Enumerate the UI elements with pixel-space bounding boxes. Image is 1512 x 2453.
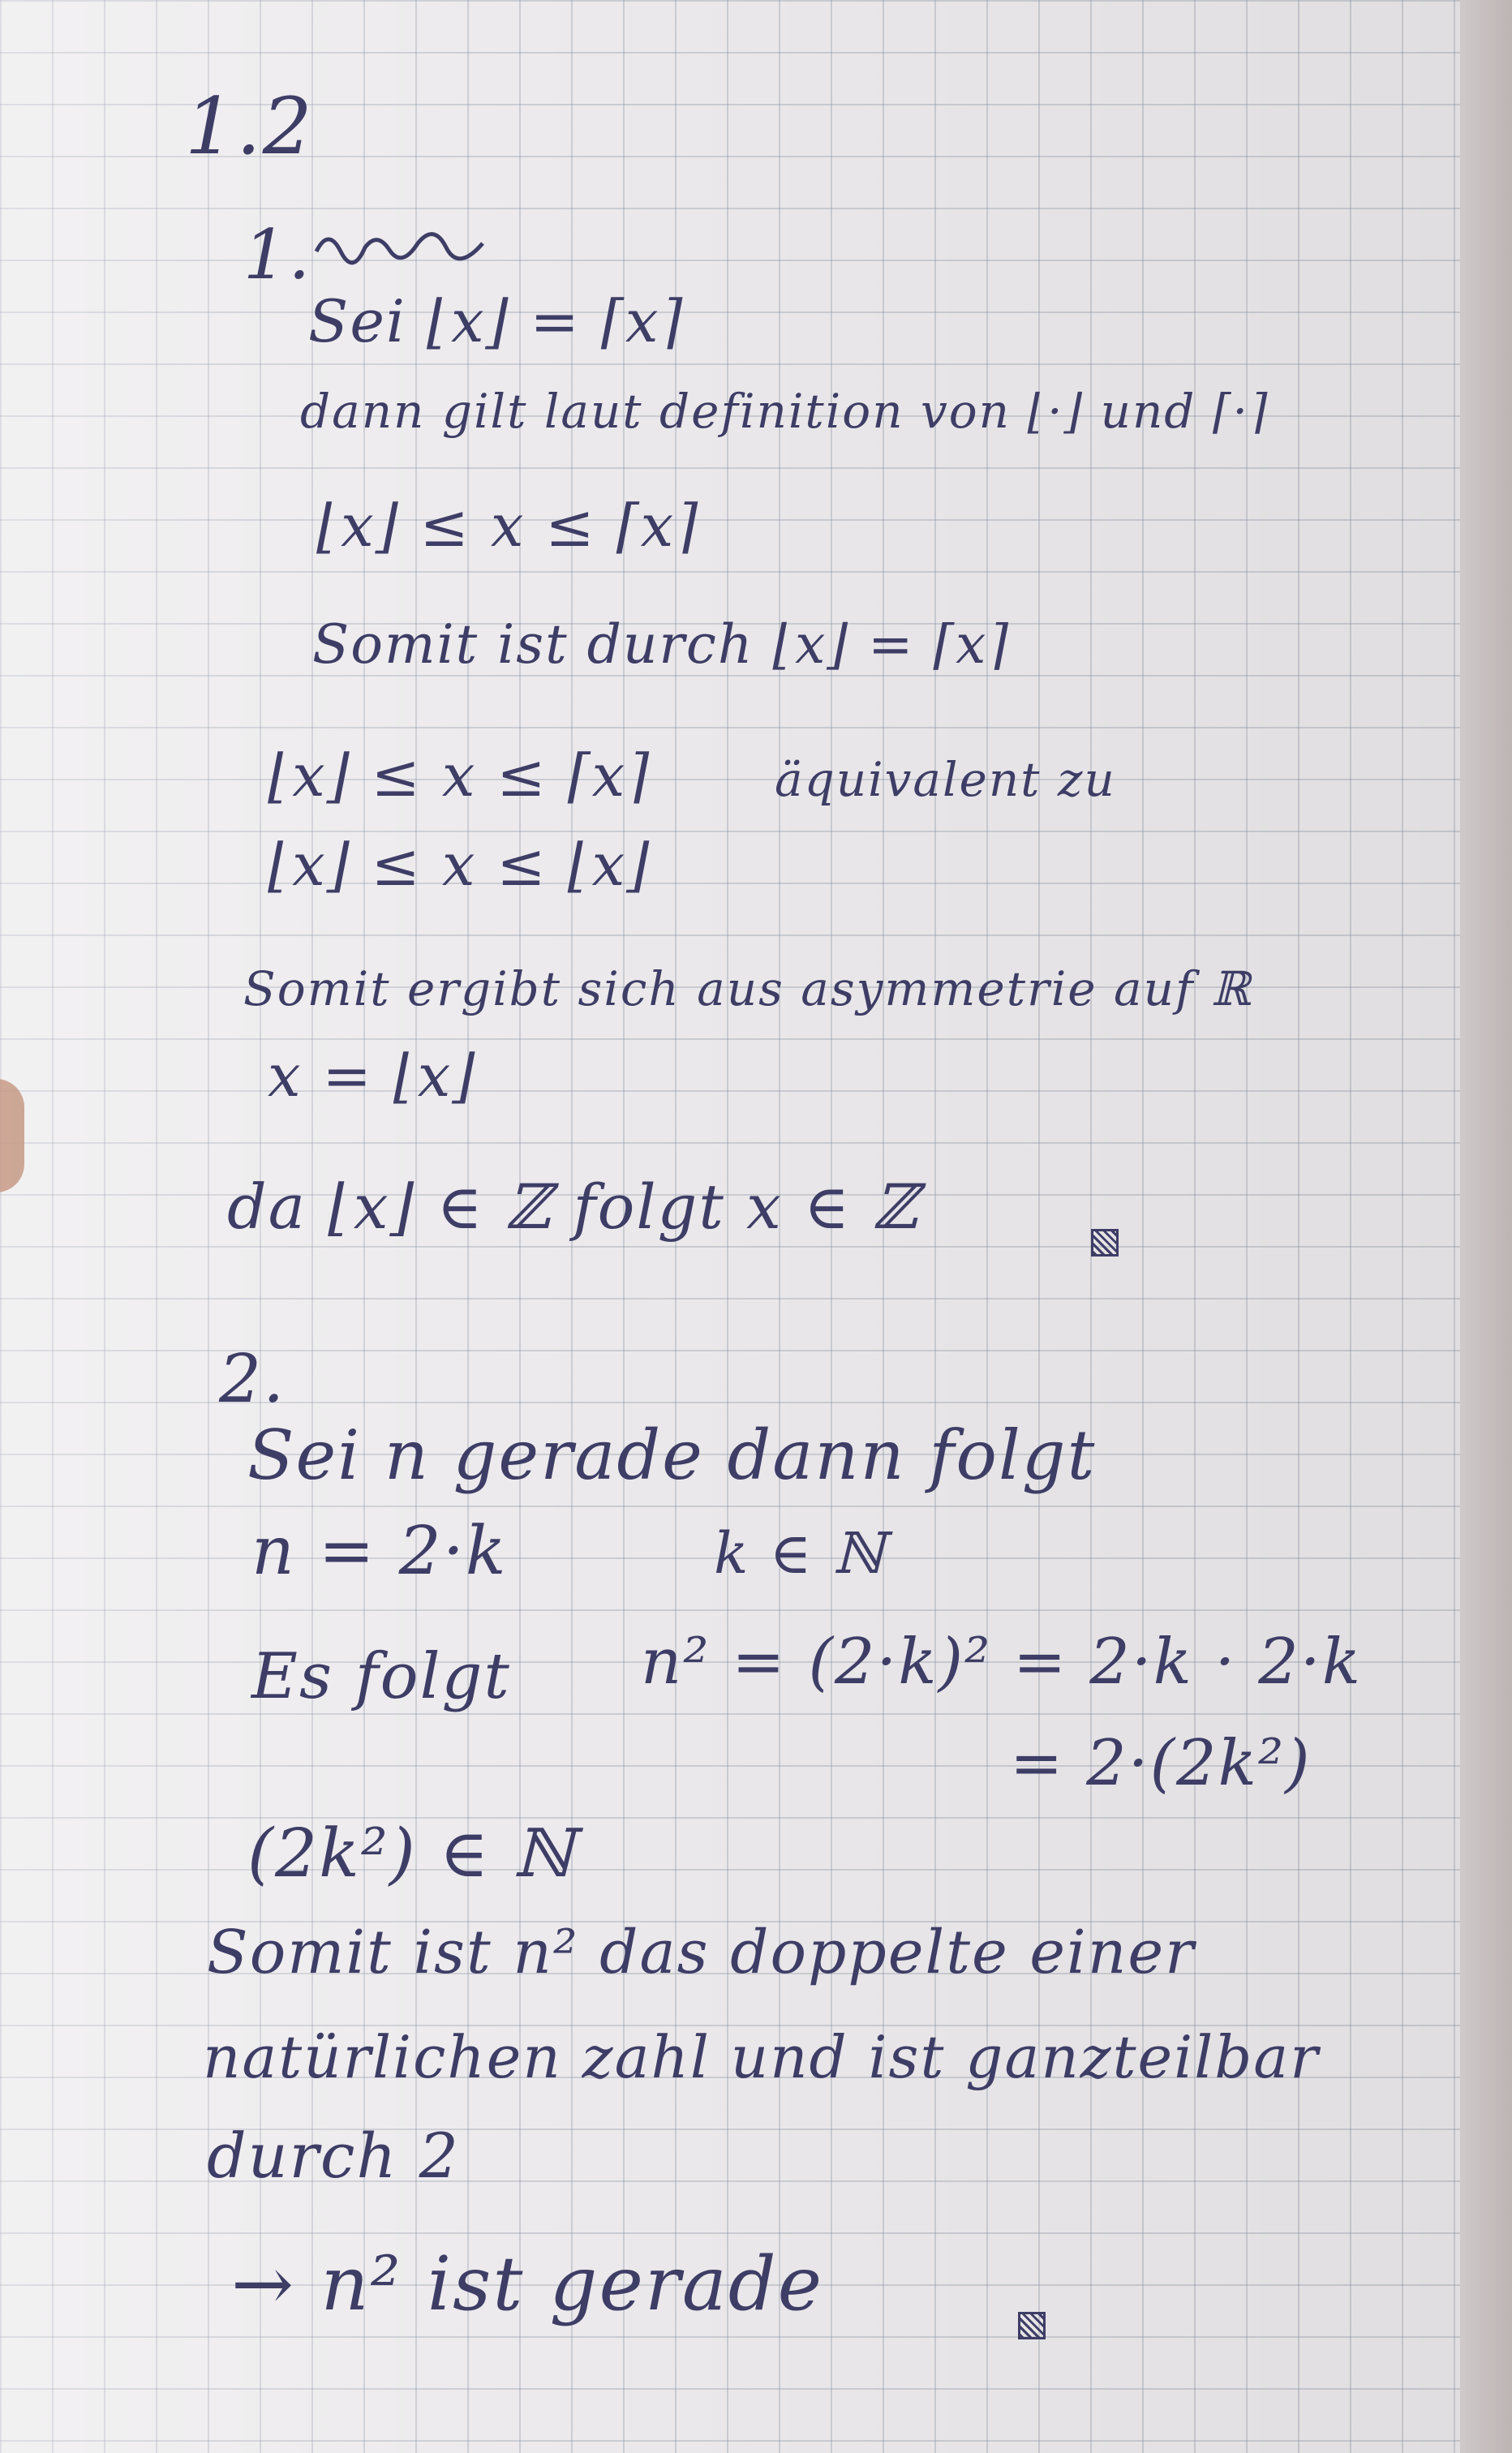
scribble-icon bbox=[312, 219, 491, 268]
task2-line-2b: k ∈ ℕ bbox=[714, 1520, 887, 1587]
task2-line-5: (2k²) ∈ ℕ bbox=[247, 1815, 576, 1892]
task1-line-3: ⌊x⌋ ≤ x ≤ ⌈x⌉ bbox=[316, 492, 700, 560]
task2-line-6: Somit ist n² das doppelte einer bbox=[207, 1918, 1196, 1987]
task1-number: 1. bbox=[243, 215, 312, 294]
section-number: 1.2 bbox=[185, 81, 314, 172]
task1-line-6: ⌊x⌋ ≤ x ≤ ⌊x⌋ bbox=[268, 831, 651, 899]
task2-line-3a: Es folgt bbox=[251, 1640, 511, 1713]
task2-line-9: → n² ist gerade bbox=[231, 2240, 824, 2327]
task1-line-8: x = ⌊x⌋ bbox=[268, 1042, 477, 1110]
task1-line-5b: äquivalent zu bbox=[775, 752, 1116, 807]
task1-line-4: Somit ist durch ⌊x⌋ = ⌈x⌉ bbox=[312, 613, 1011, 676]
task1-line-9: da ⌊x⌋ ∈ ℤ folgt x ∈ ℤ bbox=[227, 1171, 919, 1243]
task2-line-8: durch 2 bbox=[207, 2120, 460, 2192]
task1-line-7: Somit ergibt sich aus asymmetrie auf ℝ bbox=[243, 961, 1252, 1016]
task2-line-7: natürlichen zahl und ist ganzteilbar bbox=[203, 2023, 1320, 2091]
task1-line-5a: ⌊x⌋ ≤ x ≤ ⌈x⌉ bbox=[268, 741, 651, 810]
qed-box-icon bbox=[1091, 1229, 1119, 1257]
desk-edge bbox=[1460, 0, 1512, 2453]
task1-line-2: dann gilt laut definition von ⌊·⌋ und ⌈·⌉ bbox=[300, 384, 1269, 439]
task2-line-1: Sei n gerade dann folgt bbox=[247, 1416, 1097, 1495]
task2-line-2a: n = 2·k bbox=[251, 1513, 508, 1590]
qed-box-icon-2 bbox=[1018, 2312, 1046, 2339]
task2-number: 2. bbox=[219, 1341, 286, 1418]
task2-line-3b: n² = (2·k)² = 2·k · 2·k bbox=[641, 1626, 1362, 1699]
task1-line-1: Sei ⌊x⌋ = ⌈x⌉ bbox=[308, 287, 685, 355]
finger-edge bbox=[0, 1079, 24, 1192]
task2-line-4: = 2·(2k²) bbox=[1010, 1727, 1312, 1800]
